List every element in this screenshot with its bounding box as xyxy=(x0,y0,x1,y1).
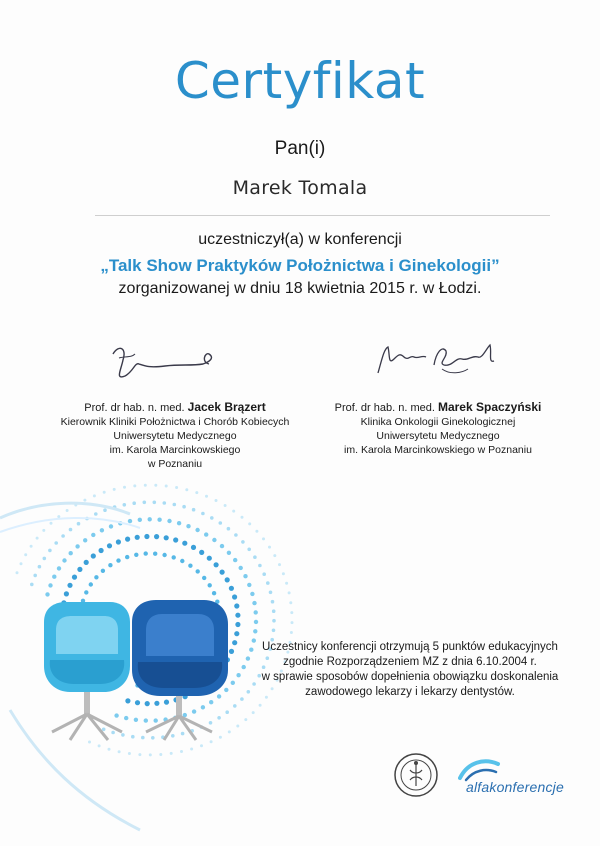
decorative-dot xyxy=(134,553,138,557)
decorative-dot xyxy=(163,501,167,505)
decorative-dot xyxy=(255,530,258,533)
decorative-dot xyxy=(116,558,120,562)
decorative-dot xyxy=(84,560,89,565)
decorative-dot xyxy=(182,505,186,509)
decorative-dot xyxy=(149,753,152,756)
decorative-dot xyxy=(252,711,255,714)
education-points-notice xyxy=(230,640,590,700)
decorative-dot xyxy=(186,524,190,528)
decorative-dot xyxy=(233,558,237,562)
decorative-dot xyxy=(188,564,192,568)
signatory-line: w Poznaniu xyxy=(147,458,203,470)
decorative-dot xyxy=(247,548,251,552)
decorative-dot xyxy=(247,583,251,587)
decorative-dot xyxy=(241,540,245,544)
decorative-dot xyxy=(164,700,169,705)
decorative-dot xyxy=(217,716,221,720)
decorative-dot xyxy=(131,735,135,739)
decorative-dot xyxy=(138,753,141,756)
decorative-dot xyxy=(235,613,240,618)
decorative-dot xyxy=(123,486,126,489)
decorative-dot xyxy=(43,557,47,561)
decorative-dot xyxy=(199,550,204,555)
decorative-dot xyxy=(282,572,285,575)
decorative-dot xyxy=(103,508,107,512)
decorative-dot xyxy=(241,516,244,519)
divider xyxy=(95,215,550,216)
decorative-dot xyxy=(101,569,105,573)
decorative-dot xyxy=(244,718,247,721)
decorative-dot xyxy=(278,563,281,566)
decorative-dot xyxy=(252,601,256,605)
decorative-dot xyxy=(98,744,101,747)
decorative-dot xyxy=(173,503,177,507)
decorative-dot xyxy=(164,535,169,540)
decorative-dot xyxy=(269,591,273,595)
decorative-dot xyxy=(262,572,266,576)
decorative-dot xyxy=(88,741,91,744)
decorative-dot xyxy=(204,532,208,536)
decorative-dot xyxy=(196,569,200,573)
decorative-dot xyxy=(91,553,96,558)
decorative-dot xyxy=(224,504,227,507)
decorative-dot xyxy=(225,710,229,714)
decorative-dot xyxy=(172,555,176,559)
decorative-dot xyxy=(153,501,157,505)
notice-line: zawodowego lekarzy i lekarzy dentystów. xyxy=(305,686,515,698)
decorative-dot xyxy=(232,510,235,513)
decorative-dot xyxy=(210,740,213,743)
decorative-dot xyxy=(205,495,208,498)
signatory-line: im. Karola Marcinkowskiego w Poznaniu xyxy=(344,444,532,456)
decorative-dot xyxy=(181,732,185,736)
decorative-dot xyxy=(125,698,130,703)
decorative-dot xyxy=(125,537,130,542)
notice-line: zgodnie Rozporządzeniem MZ z dnia 6.10.2004 r. xyxy=(283,656,537,668)
signatory-line: im. Karola Marcinkowskiego xyxy=(109,444,241,456)
decorative-dot xyxy=(94,575,98,579)
decorative-dot xyxy=(190,748,193,751)
decorative-dot xyxy=(36,537,39,540)
signatory-spaczynski xyxy=(288,400,588,457)
decorative-dot xyxy=(234,603,239,608)
signatory-brazert xyxy=(25,400,325,471)
decorative-dot xyxy=(212,538,216,542)
salutation: Pan(i) xyxy=(274,138,326,159)
decorative-dot xyxy=(128,519,132,523)
decorative-dot xyxy=(243,574,247,578)
decorative-dot xyxy=(151,736,155,740)
decorative-dot xyxy=(220,544,224,548)
decorative-dot xyxy=(228,730,231,733)
recipient-name: Marek Tomala xyxy=(232,177,368,199)
decorative-dot xyxy=(272,629,276,633)
decorative-dot xyxy=(30,545,33,548)
decorative-dot xyxy=(143,501,147,505)
decorative-dot xyxy=(72,575,77,580)
decorative-dot xyxy=(209,700,213,704)
decorative-dot xyxy=(144,551,148,555)
decorative-dot xyxy=(254,610,258,614)
decorative-dot xyxy=(138,518,142,522)
decorative-dot xyxy=(219,521,223,525)
decorative-dot xyxy=(171,734,175,738)
decorative-dot xyxy=(102,728,106,732)
decorative-dot xyxy=(220,570,225,575)
decorative-dot xyxy=(234,533,238,537)
seal-icon xyxy=(393,752,439,798)
decorative-dot xyxy=(236,725,239,728)
decorative-dot xyxy=(107,543,112,548)
signatory-name: Jacek Brązert xyxy=(187,400,266,414)
decorative-dot xyxy=(64,591,69,596)
decorative-dot xyxy=(180,750,183,753)
decorative-dot xyxy=(162,553,166,557)
decorative-dot xyxy=(248,522,251,525)
decorative-dot xyxy=(285,582,288,585)
decorative-dot xyxy=(109,524,113,528)
decorative-dot xyxy=(254,620,258,624)
decorative-dot xyxy=(125,555,129,559)
decorative-dot xyxy=(153,552,157,556)
decorative-dot xyxy=(108,563,112,567)
decorative-dot xyxy=(291,621,294,624)
decorative-dot xyxy=(94,512,98,516)
decorative-dot xyxy=(75,544,79,548)
decorative-dot xyxy=(201,705,205,709)
decorative-dot xyxy=(69,528,73,532)
decorative-dot xyxy=(195,528,199,532)
decorative-dot xyxy=(103,491,106,494)
signatory-line: Uniwersytetu Medycznego xyxy=(376,430,500,442)
decorative-dot xyxy=(177,521,181,525)
signatory-line: Kierownik Kliniki Położnictwa i Chorób Kobiecych xyxy=(60,416,290,428)
decorative-dot xyxy=(128,752,131,755)
decorative-dot xyxy=(224,688,228,692)
decorative-dot xyxy=(200,744,203,747)
decorative-dot xyxy=(192,709,196,713)
decorative-dot xyxy=(288,591,291,594)
decorative-dot xyxy=(134,718,138,722)
decorative-dot xyxy=(235,622,240,627)
decorative-dot xyxy=(20,562,23,565)
decorative-dot xyxy=(16,571,19,574)
decorative-dot xyxy=(207,556,212,561)
decorative-dot xyxy=(114,713,118,717)
signatory-name: Marek Spaczyński xyxy=(437,400,542,414)
decorative-dot xyxy=(123,503,127,507)
decorative-dot xyxy=(48,549,52,553)
decorative-dot xyxy=(144,484,147,487)
decorative-dot xyxy=(159,753,162,756)
decorative-dot xyxy=(89,582,93,586)
decorative-dot xyxy=(234,631,239,636)
decorative-dot xyxy=(273,554,276,557)
decorative-dot xyxy=(135,535,140,540)
decorative-dot xyxy=(52,575,56,579)
decorative-dot xyxy=(272,619,276,623)
organization-text: zorganizowanej w dniu 18 kwietnia 2015 r. w Łodzi. xyxy=(118,280,482,297)
decorative-dot xyxy=(42,529,45,532)
alfakonferencje-logo-text: alfakonferencje xyxy=(466,779,564,795)
decorative-dot xyxy=(100,528,104,532)
decorative-dot xyxy=(84,590,88,594)
notice-line: Uczestnicy konferencji otrzymują 5 punktów edukacyjnych xyxy=(262,641,558,653)
decorative-dot xyxy=(54,541,58,545)
decorative-dot xyxy=(45,592,49,596)
decorative-dot xyxy=(57,515,60,518)
decorative-dot xyxy=(208,583,212,587)
decorative-dot xyxy=(62,558,66,562)
decorative-dot xyxy=(83,499,86,502)
decorative-dot xyxy=(61,534,65,538)
decorative-dot xyxy=(93,494,96,497)
decorative-dot xyxy=(108,748,111,751)
conference-name: „Talk Show Praktyków Położnictwa i Ginekologii” xyxy=(100,256,500,275)
decorative-dot xyxy=(167,519,171,523)
decorative-dot xyxy=(232,594,237,599)
decorative-dot xyxy=(217,694,221,698)
decorative-dot xyxy=(253,555,257,559)
decorative-dot xyxy=(209,721,213,725)
decorative-dot xyxy=(33,574,37,578)
decorative-dot xyxy=(141,736,145,740)
decorative-dot xyxy=(83,538,87,542)
decorative-dot xyxy=(111,731,115,735)
signatory-line: Klinika Onkologii Ginekologicznej xyxy=(360,416,516,428)
decorative-dot xyxy=(195,491,198,494)
decorative-dot xyxy=(219,736,222,739)
decorative-dot xyxy=(77,567,82,572)
decorative-dot xyxy=(290,631,293,634)
decorative-dot xyxy=(67,583,72,588)
decorative-dot xyxy=(118,750,121,753)
decorative-dot xyxy=(250,592,254,596)
decorative-dot xyxy=(227,527,231,531)
notice-line: w sprawie sposobów dopełnienia obowiązku doskonalenia xyxy=(261,671,559,683)
decorative-dot xyxy=(225,577,230,582)
participation-text: uczestniczył(a) w konferencji xyxy=(198,231,402,248)
decorative-dot xyxy=(113,488,116,491)
signature-spaczynski xyxy=(372,335,502,385)
decorative-dot xyxy=(165,485,168,488)
signatory-title-line xyxy=(25,400,325,415)
decorative-dot xyxy=(233,704,237,708)
decorative-dot xyxy=(258,564,262,568)
decorative-dot xyxy=(290,611,293,614)
decorative-dot xyxy=(133,484,136,487)
decorative-dot xyxy=(191,545,196,550)
decorative-dot xyxy=(229,586,234,591)
decorative-dot xyxy=(253,629,257,633)
decorative-dot xyxy=(201,512,205,516)
decorative-dot xyxy=(121,733,125,737)
decorative-dot xyxy=(268,546,271,549)
decorative-dot xyxy=(144,534,149,539)
signature-brazert xyxy=(105,340,220,385)
decorative-dot xyxy=(48,583,52,587)
decorative-dot xyxy=(180,559,184,563)
decorative-dot xyxy=(266,581,270,585)
decorative-dot xyxy=(202,576,206,580)
decorative-dot xyxy=(135,700,140,705)
decorative-dot xyxy=(210,516,214,520)
decorative-dot xyxy=(38,565,42,569)
signatory-title: Prof. dr hab. n. med. xyxy=(334,402,435,414)
decorative-dot xyxy=(30,583,34,587)
decorative-dot xyxy=(132,501,136,505)
decorative-dot xyxy=(262,537,265,540)
decorative-dot xyxy=(77,522,81,526)
decorative-dot xyxy=(271,600,275,604)
decorative-dot xyxy=(50,522,53,525)
decorative-dot xyxy=(99,548,104,553)
decorative-dot xyxy=(144,718,148,722)
decorative-dot xyxy=(66,509,69,512)
decorative-dot xyxy=(154,534,159,539)
decorative-dot xyxy=(212,591,216,595)
decorative-dot xyxy=(116,539,121,544)
decorative-dot xyxy=(57,566,61,570)
decorative-dot xyxy=(192,508,196,512)
decorative-dot xyxy=(182,541,187,546)
decorative-dot xyxy=(91,533,95,537)
decorative-dot xyxy=(215,499,218,502)
decorative-dot xyxy=(154,718,158,722)
decorative-dot xyxy=(173,537,178,542)
signatory-title-line xyxy=(288,400,588,415)
decorative-dot xyxy=(157,518,161,522)
decorative-dot xyxy=(145,701,150,706)
decorative-dot xyxy=(272,609,276,613)
decorative-dot xyxy=(185,488,188,491)
signatory-line: Uniwersytetu Medycznego xyxy=(113,430,237,442)
decorative-dot xyxy=(214,562,219,567)
light-blue-chair-icon xyxy=(44,602,130,740)
decorative-dot xyxy=(154,701,159,706)
decorative-dot xyxy=(69,551,73,555)
decorative-dot xyxy=(170,752,173,755)
certificate-title: Certyfikat xyxy=(174,52,426,110)
decorative-dot xyxy=(148,517,152,521)
decorative-dot xyxy=(259,704,262,707)
decorative-dot xyxy=(175,486,178,489)
decorative-dot xyxy=(227,551,231,555)
decorative-dot xyxy=(154,484,157,487)
decorative-dot xyxy=(289,601,292,604)
decorative-dot xyxy=(124,716,128,720)
decorative-dot xyxy=(239,566,243,570)
signatory-title: Prof. dr hab. n. med. xyxy=(84,402,185,414)
decorative-dot xyxy=(24,553,27,556)
